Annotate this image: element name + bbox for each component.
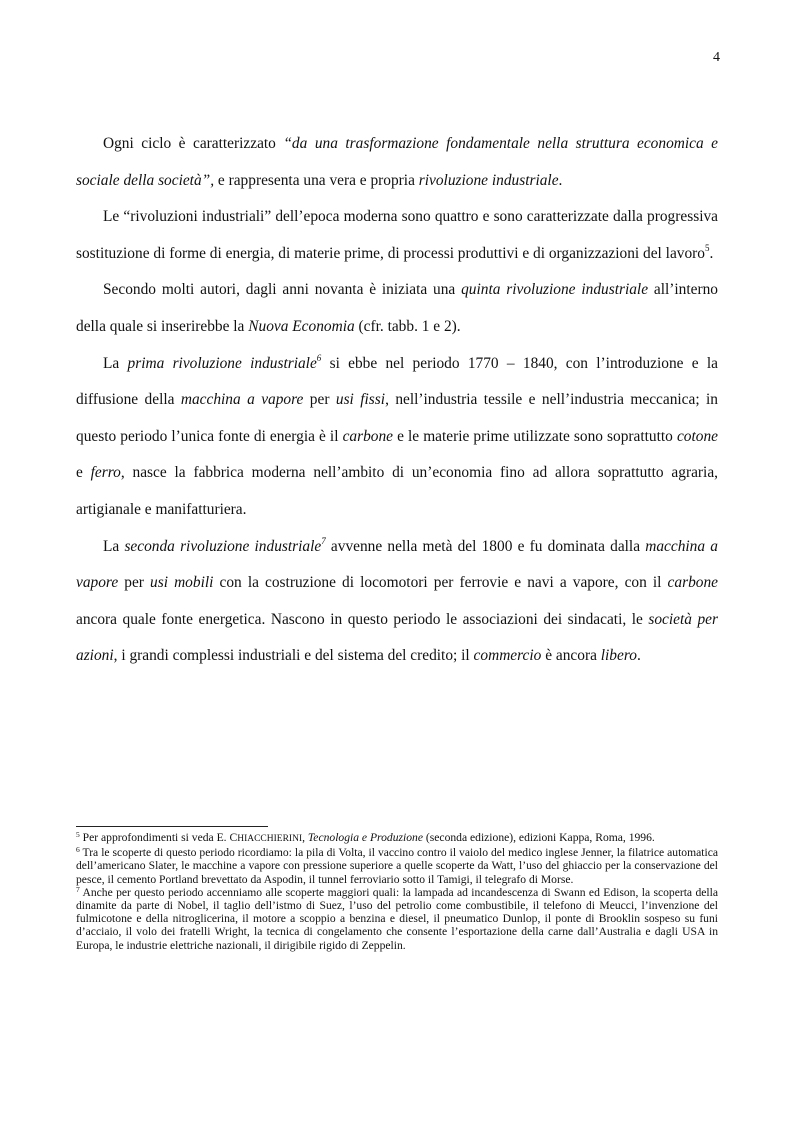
paragraph-ciclo <box>76 126 718 199</box>
paragraph-rivoluzioni <box>76 199 718 272</box>
text-run: Secondo molti autori, dagli anni novanta è iniziata una <box>103 281 462 299</box>
paragraph-seconda-rivoluzione <box>76 529 718 675</box>
italic-run: libero <box>600 647 637 665</box>
footnote-ref: 5 <box>705 242 710 253</box>
footnote-5 <box>76 831 718 846</box>
footnotes <box>76 831 718 952</box>
text-run: , <box>302 831 308 844</box>
footnote-6 <box>76 846 718 886</box>
text-run: per <box>303 391 336 409</box>
text-run: . <box>558 171 563 189</box>
text-run: La <box>103 537 125 555</box>
body-text <box>76 126 718 675</box>
text-run: La <box>103 354 128 372</box>
smallcaps-run: HIACCHIERINI <box>237 834 303 844</box>
footnote-ref: 6 <box>76 845 80 855</box>
text-run: . <box>636 647 641 665</box>
italic-run: Tecnologia e Produzione <box>307 831 423 844</box>
text-run: , nell’industria tessile e nell’industria meccanica; in questo periodo l’unica fonte di energia è il <box>76 391 718 445</box>
italic-run: macchina a vapore <box>76 537 718 592</box>
footnote-ref: 7 <box>76 884 80 894</box>
footnote-ref: 5 <box>76 830 80 839</box>
text-run: Ogni ciclo è caratterizzato <box>103 135 284 152</box>
text-run: e <box>76 464 91 482</box>
italic-run: usi fissi <box>335 391 386 409</box>
text-run: Tra le scoperte di questo periodo ricordiamo: la pila di Volta, il vaccino contro il vaiolo del medico inglese Jenner, la filatrice automatica dell’americano Slater, le macchine a vapore con pressione superiore a quelle scoperte da Watt, l’uso del ghiaccio per la conservazione del pesce, il cemento Portland brevettato da Aspodin, il tunnel ferroviario sotto il Tamigi, il telegrafo di Morse. <box>76 846 718 886</box>
text-run: , i grandi complessi industriali e del sistema del credito; il <box>113 647 474 665</box>
italic-run: cotone <box>676 427 718 445</box>
paragraph-prima-rivoluzione <box>76 346 718 529</box>
text-run: , nasce la fabbrica moderna nell’ambito di un’economia fino ad allora soprattutto agraria, artigianale e manifatturiera. <box>76 464 718 518</box>
footnote-ref: 6 <box>316 352 322 363</box>
text-run: ancora quale fonte energetica. Nascono in questo periodo le associazioni dei sindacati, le <box>76 610 649 628</box>
footnote-ref: 7 <box>321 535 326 546</box>
paragraph-quinta-rivoluzione <box>76 272 718 345</box>
italic-run: seconda rivoluzione industriale <box>124 537 322 555</box>
text-run: Anche per questo periodo accenniamo alle scoperte maggiori quali: la lampada ad incandescenza di Swann ed Edison, la scoperta della dinamite da parte di Nobel, il taglio dell’istmo di Suez, l’uso del petrolio come combustibile, il telefono di Meucci, l’invenzione del fulmicotone e della nitroglicerina, il motore a scoppio a benzina e diesel, il pneumatico Dunlop, il ponte di Brooklin sospeso su funi d’acciaio, il volo dei fratelli Wright, la tecnica di congelamento che consente l’esportazione della carne dall’Australia e dagli USA in Europa, le industrie elettriche nazionali, il dirigibile rigido di Zeppelin. <box>76 885 718 952</box>
text-run: con la costruzione di locomotori per ferrovie e navi a vapore, con il <box>213 574 668 592</box>
text-run: . <box>709 244 714 262</box>
page-number: 4 <box>713 50 720 65</box>
footnote-7 <box>76 886 718 952</box>
text-run: e rappresenta una vera e propria <box>214 171 419 189</box>
italic-run: Nuova Economia <box>248 317 355 335</box>
italic-run: carbone <box>667 574 718 592</box>
italic-run: ferro <box>90 464 121 482</box>
italic-run: usi mobili <box>150 574 214 592</box>
italic-run: carbone <box>342 427 394 445</box>
footnote-separator <box>76 826 268 827</box>
text-run: (seconda edizione), edizioni Kappa, Roma, 1996. <box>423 831 655 844</box>
italic-run: macchina a vapore <box>180 391 304 409</box>
text-run: e le materie prime utilizzate sono soprattutto <box>393 427 677 445</box>
italic-run: società per azioni <box>76 610 718 665</box>
italic-run: commercio <box>473 647 542 665</box>
text-run: Per approfondimenti si veda E. C <box>79 831 238 844</box>
text-run: all’interno della quale si inserirebbe la <box>76 281 718 335</box>
text-run: per <box>118 574 151 592</box>
italic-run: “da una trasformazione fondamentale nella struttura economica e sociale della società”, <box>76 135 719 189</box>
text-run: si ebbe nel periodo 1770 – 1840, con l’introduzione e la diffusione della <box>76 354 718 409</box>
italic-run: prima rivoluzione industriale <box>127 354 317 372</box>
italic-run: rivoluzione industriale <box>418 171 559 189</box>
text-run: è ancora <box>541 647 601 665</box>
text-run: avvenne nella metà del 1800 e fu dominata dalla <box>325 537 646 555</box>
italic-run: quinta rivoluzione industriale <box>461 281 649 299</box>
text-run: (cfr. tabb. 1 e 2). <box>354 317 461 335</box>
text-run: Le “rivoluzioni industriali” dell’epoca moderna sono quattro e sono caratterizzate dalla progressiva sostituzione di forme di energia, di materie prime, di processi produttivi e di organizzazioni del lavoro <box>76 208 718 262</box>
